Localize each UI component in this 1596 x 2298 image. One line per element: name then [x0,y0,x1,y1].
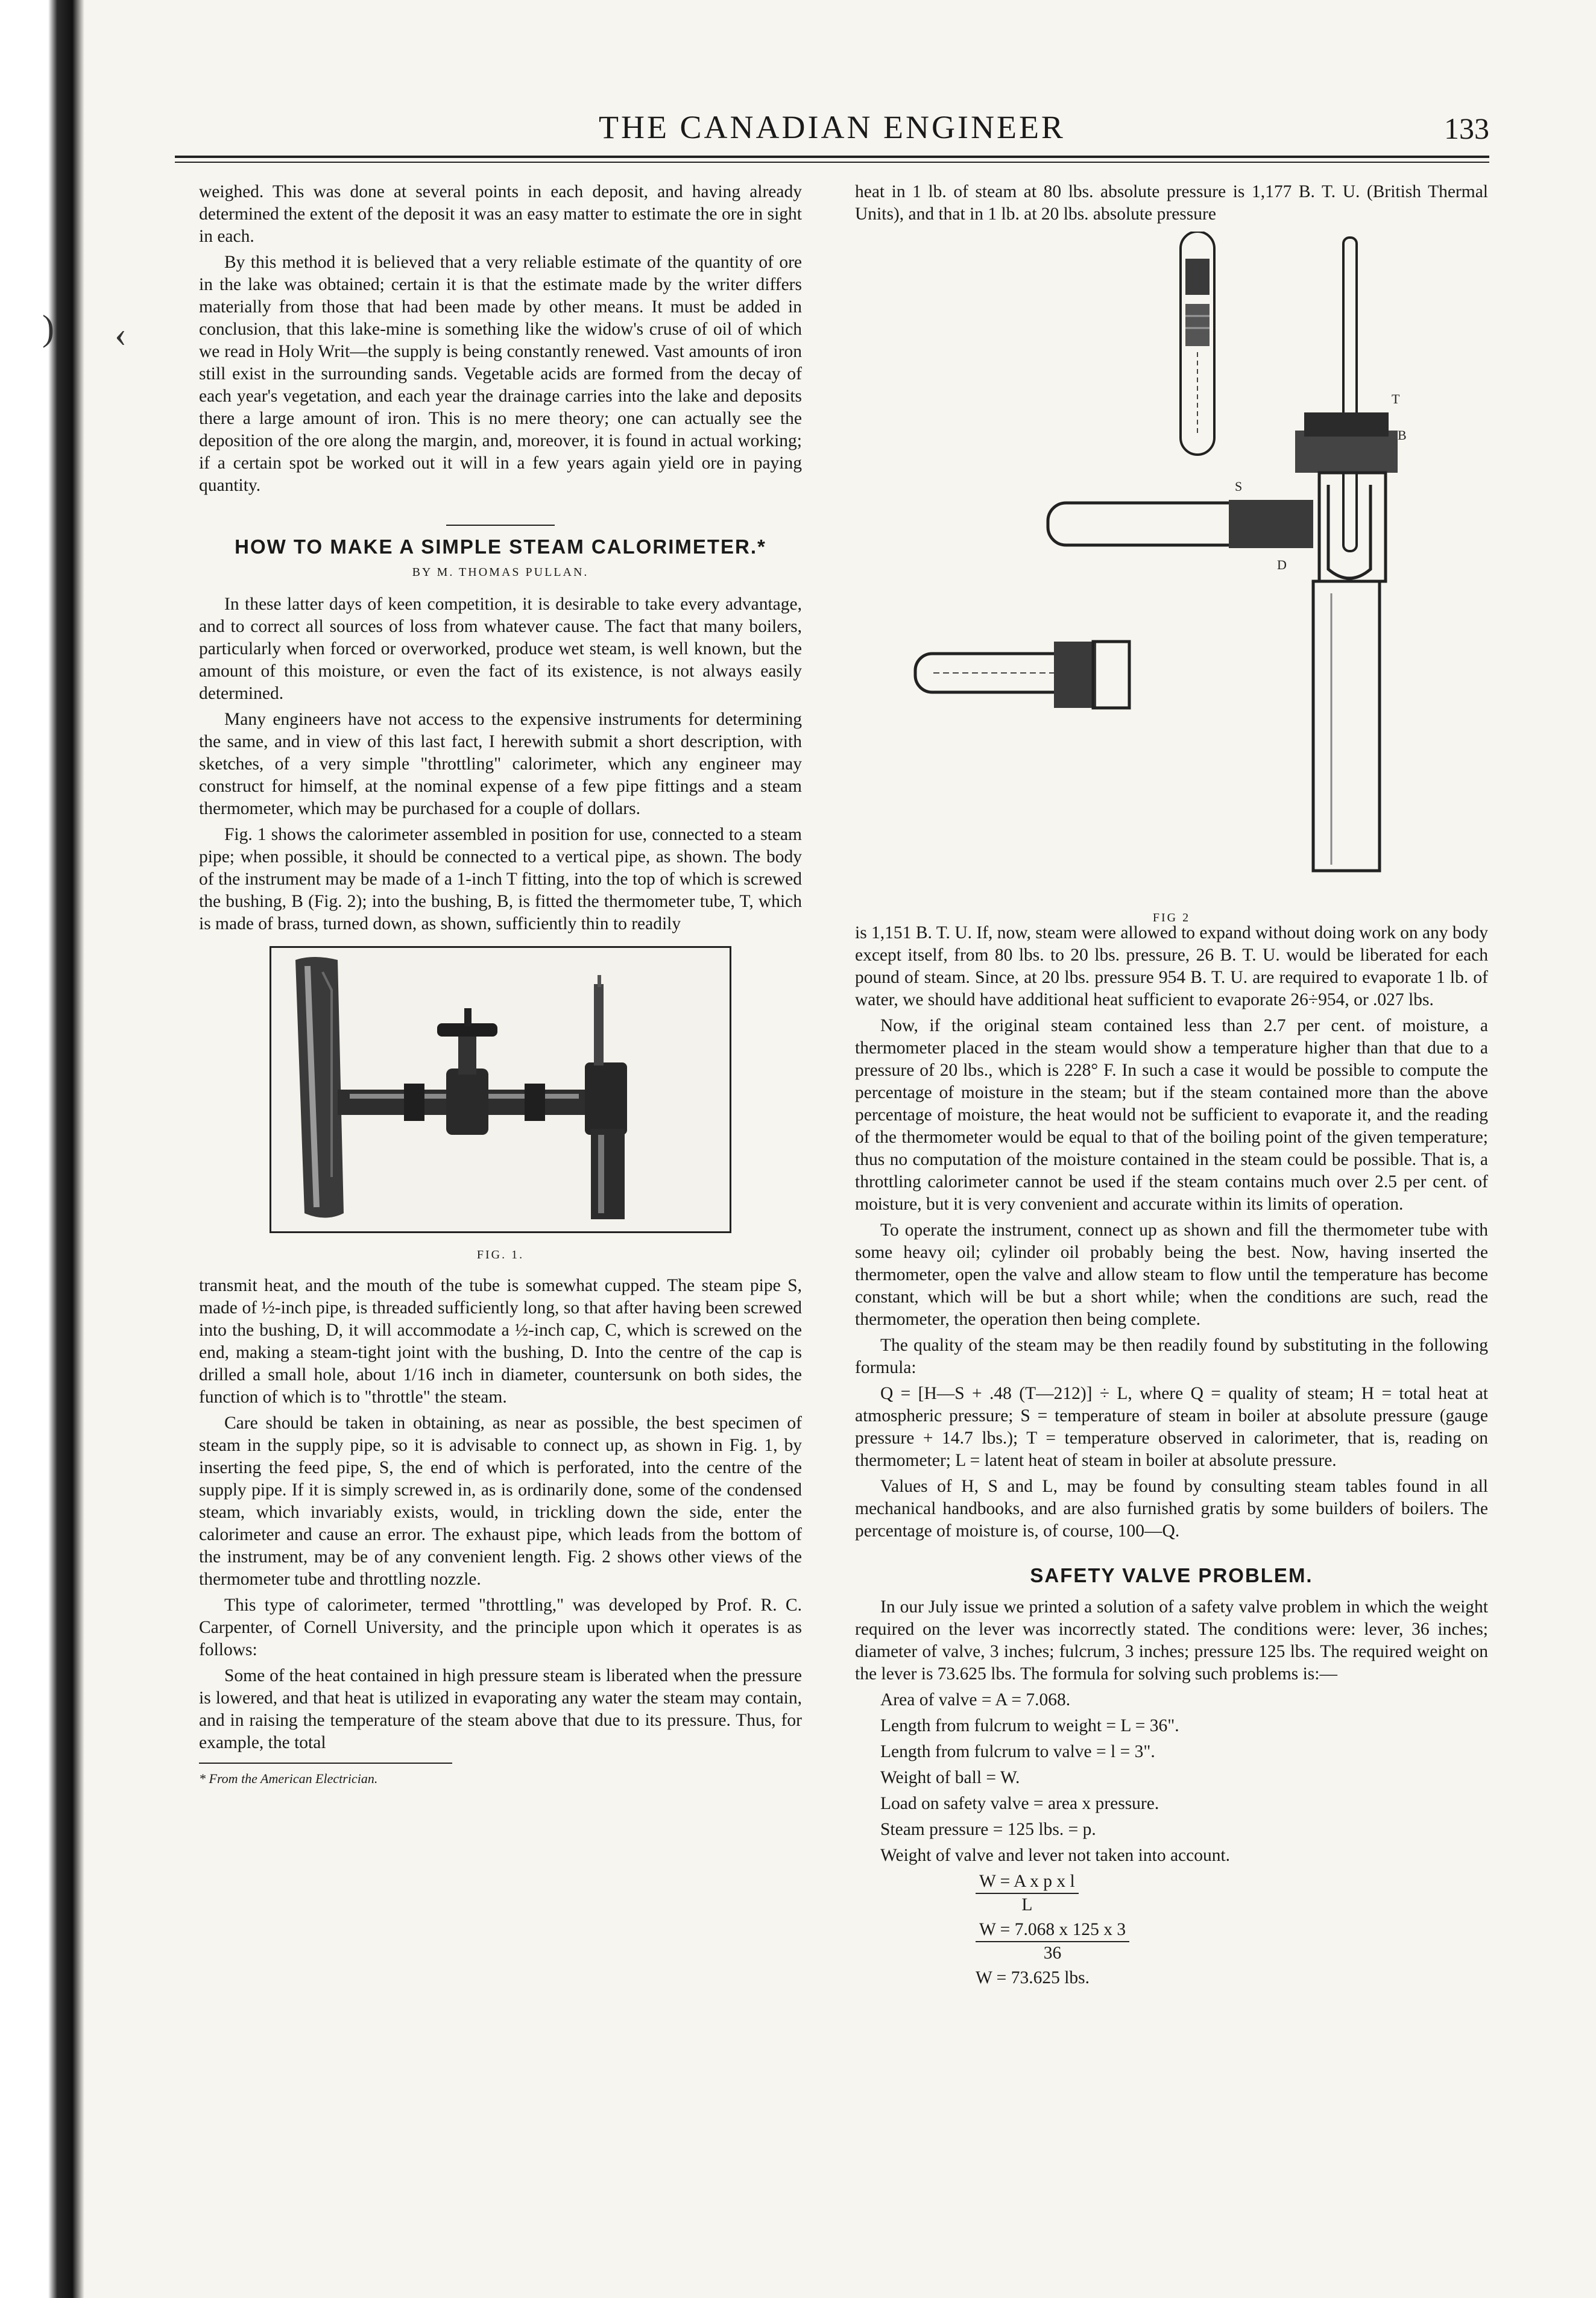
body-paragraph: The quality of the steam may be then readily found by substituting in the following formula: [855,1336,1488,1377]
definition-line: Area of valve = A = 7.068. [880,1690,1071,1709]
definition-line: Weight of ball = W. [880,1768,1020,1787]
body-paragraph: heat in 1 lb. of steam at 80 lbs. absolute pressure is 1,177 B. T. U. (British Thermal Units), and that in 1 lb. at 20 lbs. absolute pressure [855,182,1488,224]
body-paragraph: Fig. 1 shows the calorimeter assembled in position for use, connected to a steam pipe; when possible, it should be connected to a vertical pipe, as shown. The body of the instrument may be made of a 1-inch T fitting, into the top of which is screwed the bushing, B (Fig. 2); into the bushing, B, is fitted the thermometer tube, T, which is made of brass, turned down, as shown, sufficiently thin to readily [199,825,802,933]
body-paragraph: In our July issue we printed a solution of a safety valve problem in which the weight required on the lever was incorrectly stated. The conditions were: lever, 36 inches; diameter of valve, 3 inches; fulcrum, 3 inches; pressure 125 lbs. The required weight on the lever is 73.625 lbs. The formula for solving such problems is:— [855,1597,1488,1684]
margin-tick-mark: ‹ [115,314,127,354]
body-paragraph: To operate the instrument, connect up as shown and fill the thermometer tube with some heavy oil; cylinder oil probably being the best. Now, having inserted the thermometer, open the valve and allow steam to flow until the temperature has become constant, which will be but a short while; when the conditions are such, read the thermometer, the operation then being complete. [855,1220,1488,1329]
equation-1-denominator: L [1021,1895,1033,1914]
left-column [199,181,802,1790]
figure-2-illustration [855,232,1488,922]
equation-2-denominator: 36 [1043,1943,1062,1963]
equation-1-numerator: W = A x p x l [976,1870,1079,1894]
body-paragraph: In these latter days of keen competition, it is desirable to take every advantage, and to correct all sources of loss from whatever cause. The fact that many boilers, particularly when forced or overworked, produce wet steam, is well known, but the amount of this moisture, or even the fact of its existence, is not always easily determined. [199,595,802,703]
page-header [175,109,1489,163]
definition-line: Load on safety valve = area x pressure. [880,1794,1159,1813]
equation-2 [976,1919,1488,1965]
label-b: B [1398,428,1407,443]
header-rule-thick [175,156,1489,158]
body-paragraph: Many engineers have not access to the expensive instruments for determining the same, and in view of this last fact, I herewith submit a short description, with sketches, of a very simple "throttling" calorimeter, which any engineer may construct for himself, at the nominal expense of a few pipe fittings and a steam thermometer, which may be purchased for a couple of dollars. [199,710,802,818]
body-paragraph: Values of H, S and L, may be found by consulting steam tables found in all mechanical handbooks, and are also furnished gratis by some builders of boilers. The percentage of moisture is, of course, 100—Q. [855,1477,1488,1541]
label-t: T [1392,391,1400,406]
page-number: 133 [1444,112,1489,145]
right-column [855,181,1488,1990]
definition-line: Weight of valve and lever not taken into account. [880,1846,1231,1865]
journal-title: THE CANADIAN ENGINEER [599,109,1065,145]
equation-1 [976,1870,1488,1916]
section-title: SAFETY VALVE PROBLEM. [1030,1564,1313,1586]
continuation-paragraph: weighed. This was done at several points in each deposit, and having already determined the extent of the deposit it was an easy matter to estimate the ore in sight in each. [199,182,802,246]
thermometer-tube-and-nozzle-drawing [855,232,1488,901]
definition-line: Steam pressure = 125 lbs. = p. [880,1820,1096,1839]
figure-2-caption: FIG 2 [1152,911,1191,924]
header-rule-thin [175,162,1489,163]
calorimeter-assembly-drawing [271,948,730,1231]
body-paragraph: transmit heat, and the mouth of the tube is somewhat cupped. The steam pipe S, made of ½-inch pipe, is threaded sufficiently long, so that after having been screwed into the bushing, D, it will accommodate a ½-inch cap, C, which is screwed on the end, making a steam-tight joint with the bushing, D. Into the centre of the cap is drilled a small hole, about 1/16 inch in diameter, countersunk on both sides, the function of which is to "throttle" the steam. [199,1276,802,1407]
margin-bracket-mark: ) [42,308,54,348]
body-paragraph: is 1,151 B. T. U. If, now, steam were allowed to expand without doing work on any body except itself, from 80 lbs. to 20 lbs. pressure, 26 B. T. U. would be liberated for each pound of steam. Since, at 20 lbs. pressure 954 B. T. U. are required to evaporate 1 lb. of water, we should have additional heat sufficient to evaporate 26÷954, or .027 lbs. [855,923,1488,1009]
continuation-paragraph: By this method it is believed that a very reliable estimate of the quantity of ore in the lake was obtained; certain it is that the estimate made by the writer differs materially from those that had been made by other means. It must be added in conclusion, that this lake-mine is something like the widow's cruse of oil of which we read in Holy Writ—the supply is being constantly renewed. Vast amounts of iron still exist in the surrounding sands. Vegetable acids are formed from the decay of each year's vegetation, and each year the drainage carries into the lake and deposits there a large amount of iron. This is no mere theory; one can actually see the deposition of the ore along the margin, and, moreover, it is found in actual working; if a certain spot be worked out it will in a few years again yield ore in paying quantity. [199,253,802,495]
figure-1-caption: FIG. 1. [476,1248,525,1261]
equation-3-result: W = 73.625 lbs. [976,1968,1090,1987]
label-d: D [1277,557,1287,572]
body-paragraph: Some of the heat contained in high pressure steam is liberated when the pressure is lowered, and that heat is utilized in evaporating any water the steam may contain, and in raising the temperature of the steam above that due to its pressure. Thus, for example, the total [199,1666,802,1752]
definition-line: Length from fulcrum to weight = L = 36". [880,1716,1179,1735]
figure-1-illustration [270,946,731,1233]
formula-paragraph: Q = [H—S + .48 (T—212)] ÷ L, where Q = quality of steam; H = total heat at atmospheric pressure; S = temperature of steam in boiler at absolute pressure (gauge pressure + 14.7 lbs.); T = temperature observed in calorimeter, that is, reading on thermometer; L = latent heat of steam in boiler at absolute pressure. [855,1384,1488,1470]
body-paragraph: Now, if the original steam contained less than 2.7 per cent. of moisture, a thermometer placed in the steam would show a temperature higher than that due to a pressure of 20 lbs., which is 228° F. In such a case it would be possible to compute the percentage of moisture in the steam; but if the steam contained more than the above percentage of moisture, the heat would not be sufficient to evaporate it, and the reading of the thermometer would be equal to that of the boiling point of the given temperature; thus no computation of the moisture contained in the steam could be possible. That is, a throttling calorimeter cannot be used if the steam contains much over 2.5 per cent. of moisture, but it is very convenient and accurate within its limits of operation. [855,1016,1488,1214]
label-s: S [1235,479,1243,494]
byline: BY M. THOMAS PULLAN. [412,566,589,579]
article-title: HOW TO MAKE A SIMPLE STEAM CALORIMETER.* [235,535,766,558]
body-paragraph: Care should be taken in obtaining, as near as possible, the best specimen of steam in the supply pipe, so it is advisable to connect up, as shown in Fig. 1, by inserting the feed pipe, S, the end of which is perforated, into the centre of the supply pipe. If it is simply screwed in, as is ordinarily done, some of the condensed steam, which invariably exists, would, in trickling down the side, enter the calorimeter and cause an error. The exhaust pipe, which leads from the bottom of the instrument, may be of any convenient length. Fig. 2 shows other views of the thermometer tube and throttling nozzle. [199,1413,802,1589]
footnote-rule [199,1763,452,1764]
body-paragraph: This type of calorimeter, termed "throttling," was developed by Prof. R. C. Carpenter, of Cornell University, and the principle upon which it operates is as follows: [199,1596,802,1659]
definition-line: Length from fulcrum to valve = l = 3". [880,1742,1155,1761]
footnote: * From the American Electrician. [199,1771,378,1786]
equation-2-numerator: W = 7.068 x 125 x 3 [976,1919,1129,1942]
